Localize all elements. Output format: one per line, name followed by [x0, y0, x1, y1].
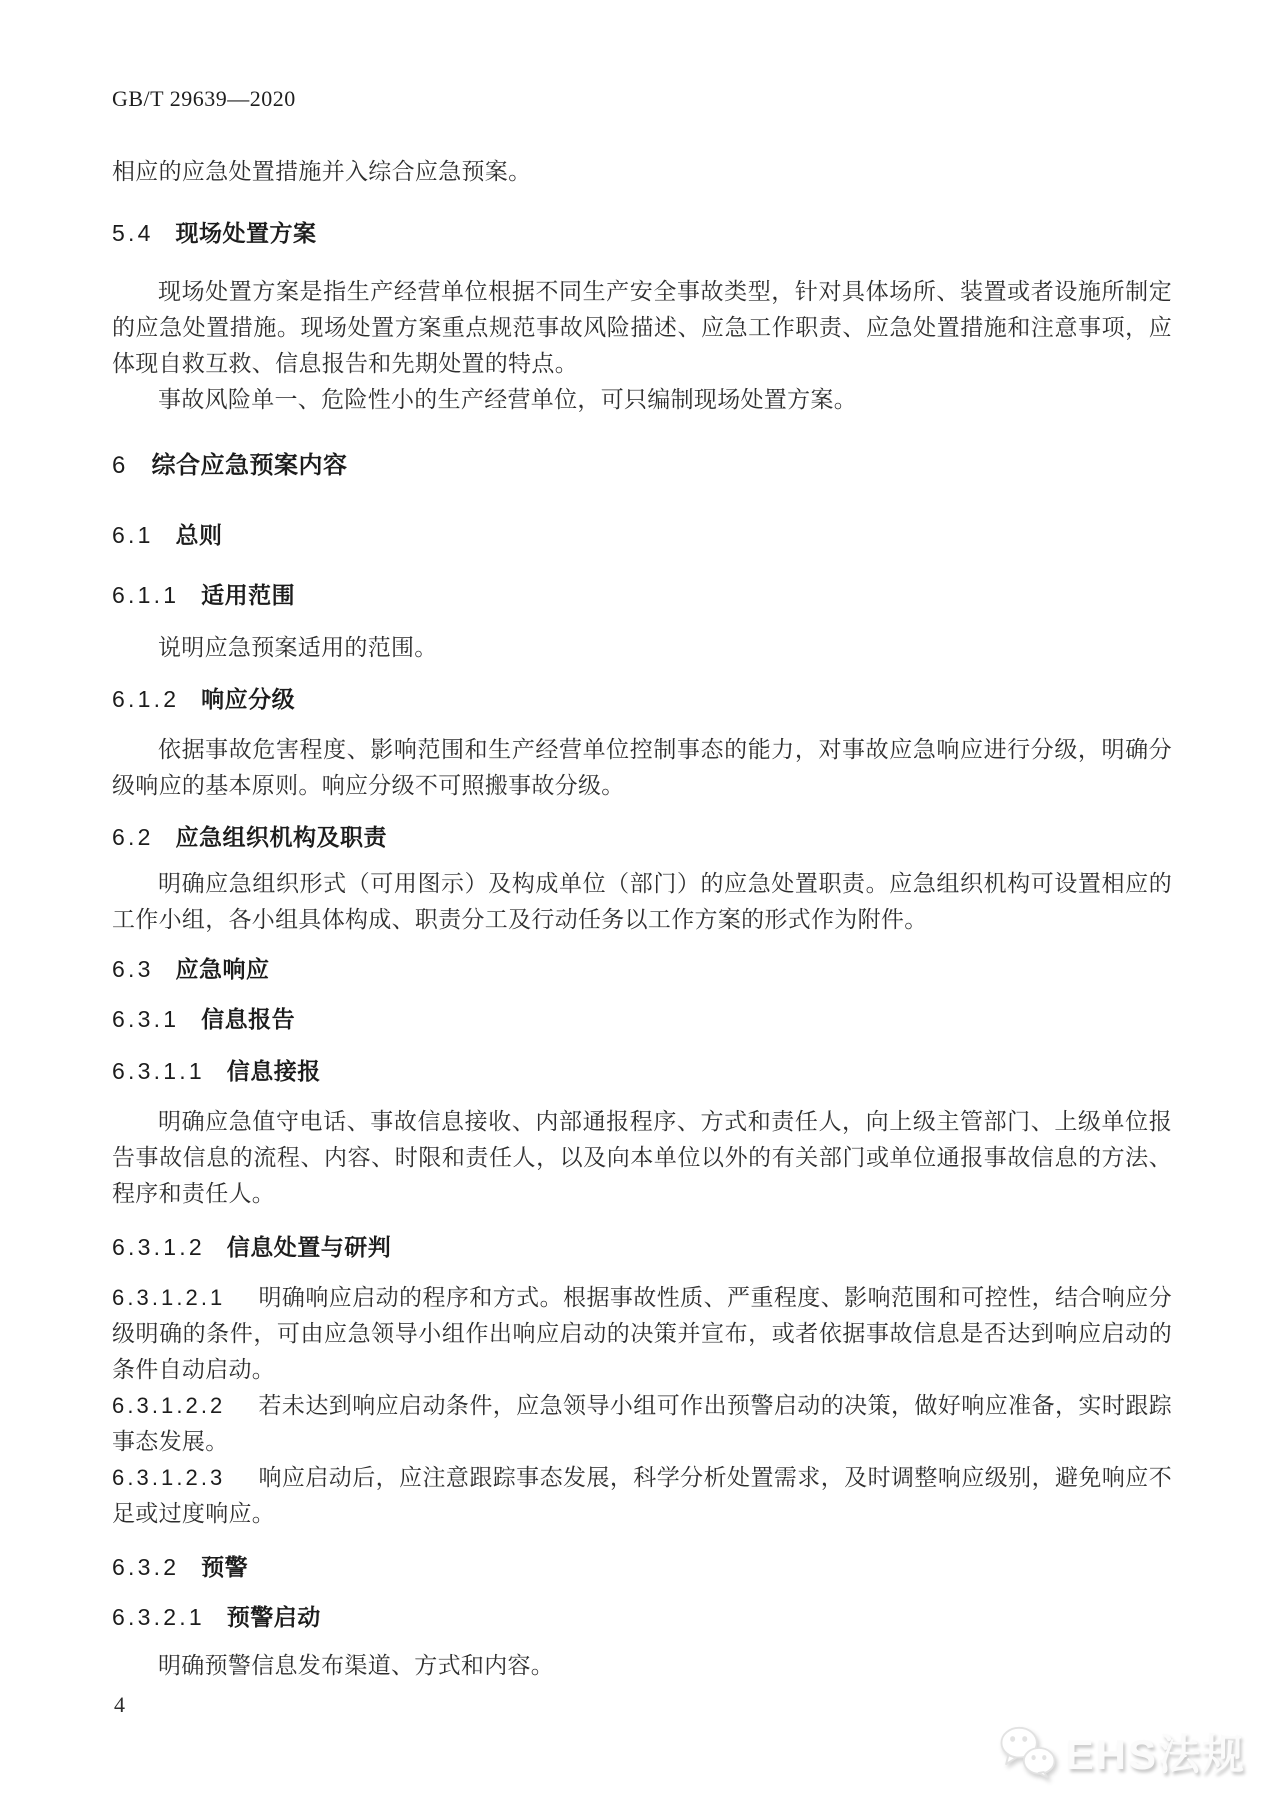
heading-6-2 — [112, 822, 1172, 852]
heading-6-3-1-2 — [112, 1232, 1172, 1262]
heading-title: 应急组织机构及职责 — [175, 824, 387, 850]
heading-number: 6.1.1 — [112, 582, 180, 608]
heading-6-3-1 — [112, 1004, 1172, 1034]
heading-title: 预警 — [201, 1554, 249, 1580]
paragraph: 现场处置方案是指生产经营单位根据不同生产安全事故类型，针对具体场所、装置或者设施所制定的应急处置措施。现场处置方案重点规范事故风险描述、应急工作职责、应急处置措施和注意事项，应体现自救互救、信息报告和先期处置的特点。 — [112, 279, 1172, 376]
heading-title: 综合应急预案内容 — [151, 452, 348, 479]
clause-text: 若未达到响应启动条件，应急领导小组可作出预警启动的决策，做好响应准备，实时跟踪事态发展。 — [112, 1393, 1172, 1454]
clause-paragraph-6-3-1-2-3 — [112, 1460, 1172, 1532]
heading-6-3 — [112, 954, 1172, 984]
heading-title: 适用范围 — [201, 582, 296, 608]
heading-6-3-2-1 — [112, 1602, 1172, 1632]
paragraph: 明确应急组织形式（可用图示）及构成单位（部门）的应急处置职责。应急组织机构可设置相应的工作小组，各小组具体构成、职责分工及行动任务以工作方案的形式作为附件。 — [112, 871, 1172, 932]
heading-6-3-1-1 — [112, 1056, 1172, 1086]
heading-title: 信息接报 — [226, 1058, 321, 1084]
heading-number: 6.3.1 — [112, 1006, 180, 1032]
paragraph-continuation: 相应的应急处置措施并入综合应急预案。 — [112, 159, 532, 184]
heading-number: 6.3 — [112, 956, 154, 982]
heading-title: 现场处置方案 — [175, 220, 317, 246]
heading-6-1-2 — [112, 684, 1172, 714]
heading-number: 6.1.2 — [112, 686, 180, 712]
heading-title: 总则 — [175, 522, 223, 548]
heading-number: 6.2 — [112, 824, 154, 850]
clause-text: 明确响应启动的程序和方式。根据事故性质、严重程度、影响范围和可控性，结合响应分级明确的条件，可由应急领导小组作出响应启动的决策并宣布，或者依据事故信息是否达到响应启动的条件自动启动。 — [112, 1285, 1172, 1382]
paragraph: 事故风险单一、危险性小的生产经营单位，可只编制现场处置方案。 — [158, 387, 857, 412]
heading-6-3-2 — [112, 1552, 1172, 1582]
paragraph: 明确预警信息发布渠道、方式和内容。 — [158, 1653, 555, 1678]
clause-number: 6.3.1.2.1 — [112, 1285, 226, 1310]
clause-text: 响应启动后，应注意跟踪事态发展，科学分析处置需求，及时调整响应级别，避免响应不足或过度响应。 — [112, 1465, 1172, 1526]
heading-title: 应急响应 — [175, 956, 270, 982]
heading-number: 6.3.1.1 — [112, 1058, 205, 1084]
wechat-icon — [998, 1725, 1058, 1779]
page-number: 4 — [114, 1692, 125, 1717]
paragraph: 明确应急值守电话、事故信息接收、内部通报程序、方式和责任人，向上级主管部门、上级单位报告事故信息的流程、内容、时限和责任人，以及向本单位以外的有关部门或单位通报事故信息的方法、程序和责任人。 — [112, 1109, 1172, 1206]
heading-5-4 — [112, 218, 1172, 248]
paragraph: 说明应急预案适用的范围。 — [158, 635, 438, 660]
clause-paragraph-6-3-1-2-1 — [112, 1280, 1172, 1388]
heading-6-1 — [112, 520, 1172, 550]
clause-number: 6.3.1.2.3 — [112, 1465, 226, 1490]
heading-number: 6.3.2 — [112, 1554, 180, 1580]
heading-6 — [112, 450, 1172, 482]
heading-title: 信息处置与研判 — [226, 1234, 392, 1260]
heading-number: 6.3.1.2 — [112, 1234, 205, 1260]
watermark — [998, 1722, 1246, 1782]
heading-title: 信息报告 — [201, 1006, 296, 1032]
clause-number: 6.3.1.2.2 — [112, 1393, 226, 1418]
heading-number: 6.3.2.1 — [112, 1604, 205, 1630]
standard-code: GB/T 29639—2020 — [112, 86, 296, 111]
heading-number: 6 — [112, 452, 129, 479]
heading-6-1-1 — [112, 580, 1172, 610]
heading-title: 预警启动 — [226, 1604, 321, 1630]
heading-number: 6.1 — [112, 522, 154, 548]
watermark-text: EHS法规 — [1065, 1731, 1246, 1778]
heading-title: 响应分级 — [201, 686, 296, 712]
clause-paragraph-6-3-1-2-2 — [112, 1388, 1172, 1460]
paragraph: 依据事故危害程度、影响范围和生产经营单位控制事态的能力，对事故应急响应进行分级，明确分级响应的基本原则。响应分级不可照搬事故分级。 — [112, 737, 1172, 798]
heading-number: 5.4 — [112, 220, 154, 246]
